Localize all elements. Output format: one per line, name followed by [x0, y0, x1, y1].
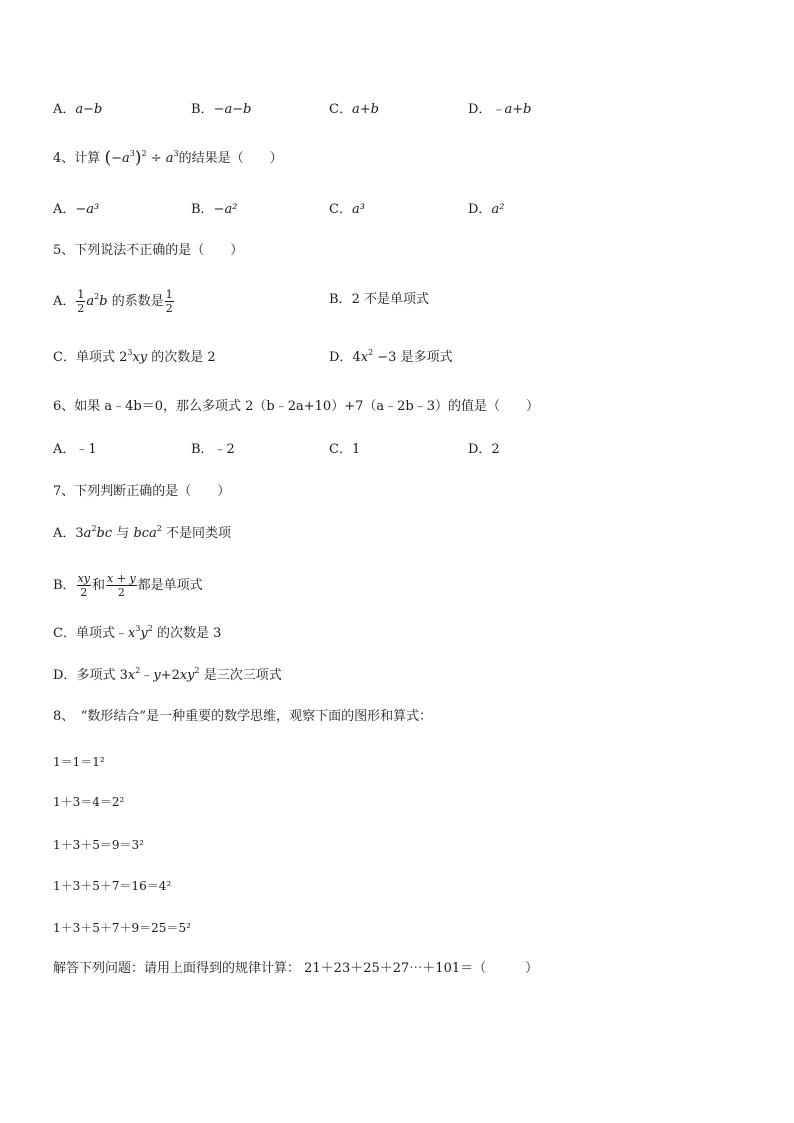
q7-stem: 7、下列判断正确的是（ ）	[53, 484, 231, 499]
q4-option-b[interactable]: B．−a²	[191, 202, 238, 217]
q6-stem: 6、如果 a﹣4b＝0，那么多项式 2（b﹣2a+10）+7（a﹣2b﹣3）的值是（ ）	[53, 399, 539, 414]
q7-option-a[interactable]: A．$3a^2bc$ 与 bca$^2$ 不是同类项	[53, 524, 232, 541]
q6-option-d[interactable]: D．2	[468, 442, 500, 457]
q5-options-row-1	[0, 288, 794, 314]
q3-option-a[interactable]: A．a−b	[53, 102, 103, 117]
q3-option-d[interactable]: D．﹣a+b	[468, 102, 532, 117]
q8-equation-5: 1＋3＋5＋7＋9＝25＝5²	[53, 921, 191, 935]
q6-option-c[interactable]: C．1	[329, 442, 361, 457]
q7-option-b[interactable]: B． $\frac{xy}{2}$ 和 $\frac{x + y}{2}$ 都是单项式	[53, 572, 203, 599]
q6-option-a[interactable]: A．﹣1	[53, 442, 97, 457]
q4-stem: 4、计算 $(-a^3)^2 \div a^3$的结果是（ ）	[53, 148, 283, 168]
q8-equation-1: 1＝1＝1²	[53, 755, 105, 769]
q3-option-c[interactable]: C．a+b	[329, 102, 379, 117]
q4-formula: $(-a^3)^2 \div a^3$	[104, 148, 179, 168]
q5-option-a[interactable]: A． $\frac{1}{2}$ $a^2b$ 的系数是 $\frac{1}{2}$	[53, 288, 173, 315]
q8-question: 解答下列问题：请用上面得到的规律计算： 21＋23＋25＋27⋯＋101＝（ ）	[53, 961, 539, 976]
q5-a-fraction: $\frac{1}{2}$	[77, 288, 85, 315]
q7-option-c[interactable]: C．单项式$﹣x^3y^2$ 的次数是 3	[53, 624, 222, 641]
q6-options-row	[0, 438, 794, 462]
q8-equation-3: 1＋3＋5＝9＝3²	[53, 838, 144, 852]
q8-equation-2: 1＋3＝4＝2²	[53, 795, 125, 809]
q5-options-row-2	[0, 346, 794, 370]
q7-option-d[interactable]: D．多项式 $3x^2﹣y+2xy^2$ 是三次三项式	[53, 666, 282, 683]
q4-option-d[interactable]: D．a²	[468, 202, 505, 217]
q7-b-fraction-1: $\frac{xy}{2}$	[77, 572, 90, 599]
q4-options-row	[0, 198, 794, 222]
q7-b-fraction-2: $\frac{x + y}{2}$	[107, 572, 136, 599]
q3-option-b[interactable]: B．−a−b	[191, 102, 252, 117]
q5-option-c[interactable]: C．单项式 $2^3xy$ 的次数是 2	[53, 348, 216, 365]
q8-stem: 8、 “数形结合”是一种重要的数学思维，观察下面的图形和算式：	[53, 709, 433, 724]
q5-option-d[interactable]: D．$4x^2 -3$ 是多项式	[329, 348, 453, 365]
q6-option-b[interactable]: B．﹣2	[191, 442, 235, 457]
q4-option-c[interactable]: C．a³	[329, 202, 365, 217]
q4-option-a[interactable]: A．−a³	[53, 202, 100, 217]
q8-equation-4: 1＋3＋5＋7＝16＝4²	[53, 879, 172, 893]
q5-stem: 5、下列说法不正确的是（ ）	[53, 243, 244, 258]
q5-option-b[interactable]: B．2 不是单项式	[329, 292, 429, 307]
q3-options-row	[0, 98, 794, 122]
q5-a-coefficient: $\frac{1}{2}$	[165, 288, 173, 315]
